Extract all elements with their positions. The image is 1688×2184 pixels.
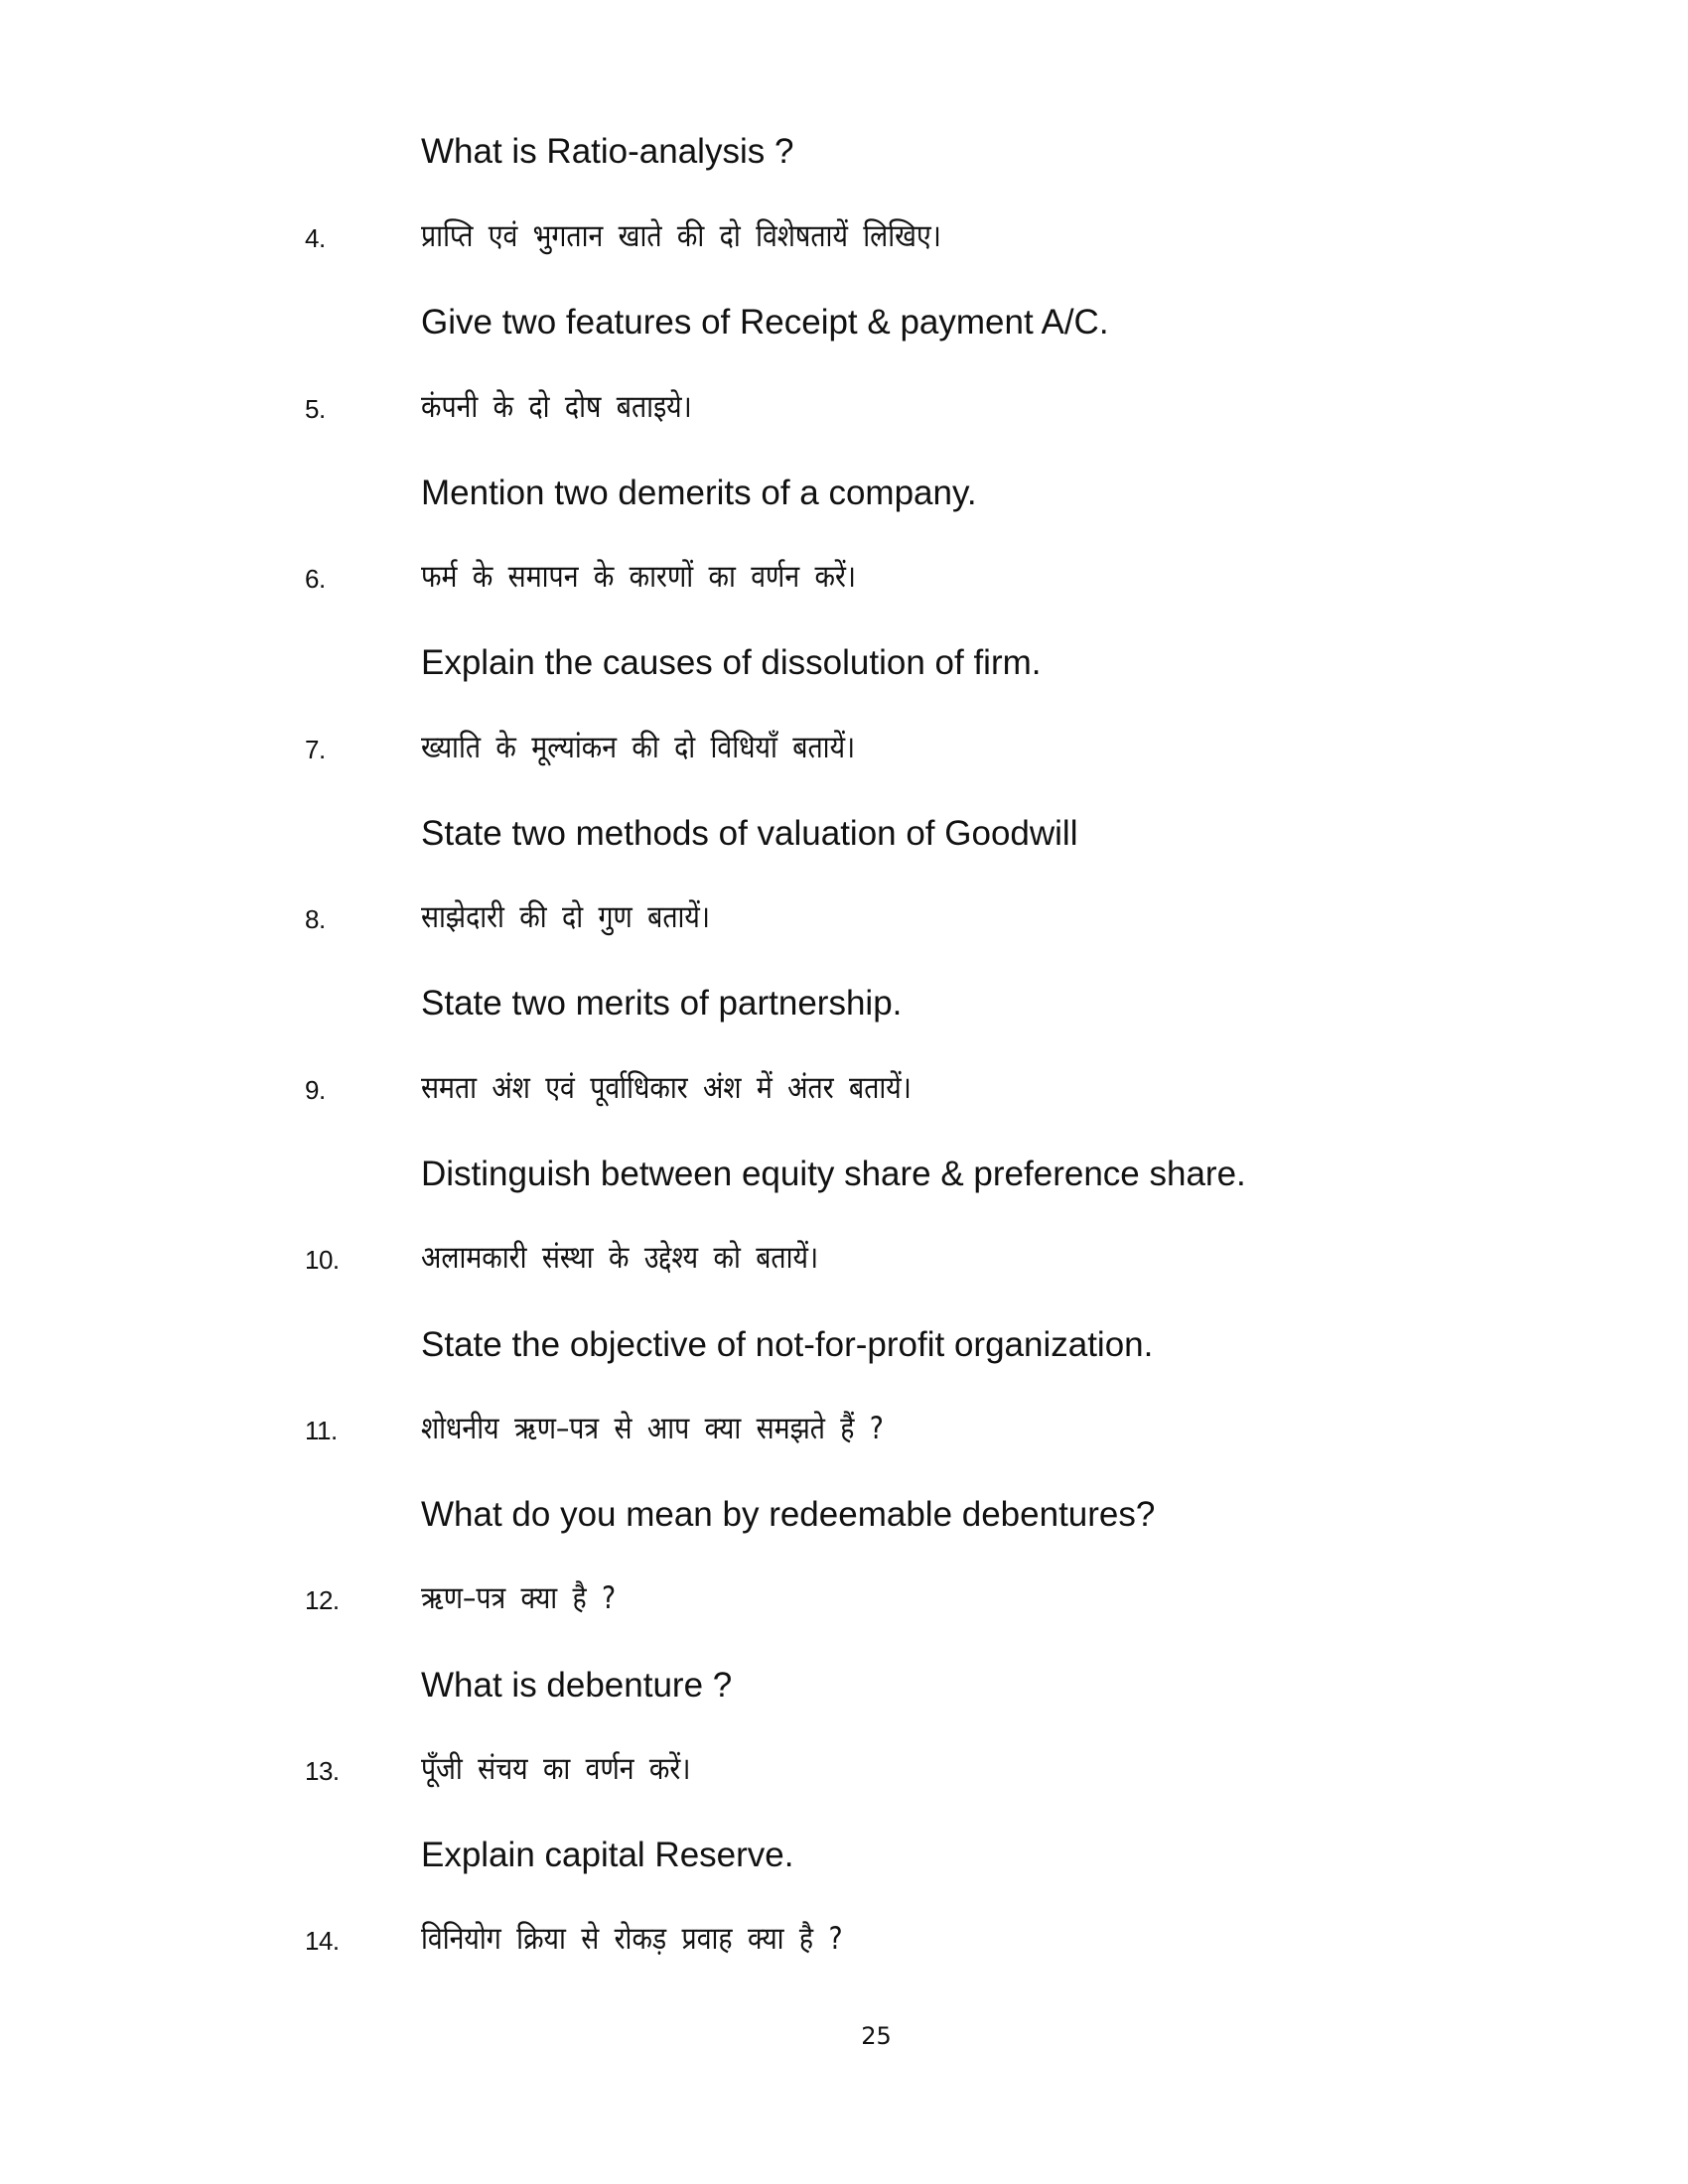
question-english-text: Mention two demerits of a company. [421, 474, 977, 512]
question-english-text: State two merits of partnership. [421, 984, 903, 1023]
question-english-text: State two methods of valuation of Goodwill [421, 814, 1078, 853]
question-english-line [0, 1490, 1688, 1540]
question-hindi-text: विनियोग क्रिया से रोकड़ प्रवाह क्या है ? [421, 1921, 843, 1957]
english-line [0, 127, 1688, 177]
question-english-line [0, 1320, 1688, 1370]
question-hindi-line [0, 552, 1688, 602]
question-english-line [0, 1831, 1688, 1880]
question-number: 14. [305, 1926, 340, 1956]
question-english-line [0, 469, 1688, 518]
question-number: 11. [305, 1416, 338, 1445]
question-number: 12. [305, 1585, 340, 1615]
question-english-line [0, 1661, 1688, 1710]
question-hindi-text: ख्याति के मूल्यांकन की दो विधियाँ बतायें। [421, 730, 856, 765]
question-hindi-line [0, 1404, 1688, 1453]
question-english-line [0, 638, 1688, 688]
question-number: 13. [305, 1756, 340, 1786]
question-number: 5. [305, 394, 326, 424]
question-english-line [0, 298, 1688, 347]
question-english-text: State the objective of not-for-profit organization. [421, 1325, 1154, 1364]
question-hindi-line [0, 892, 1688, 942]
question-number: 4. [305, 223, 326, 253]
question-number: 8. [305, 904, 326, 934]
question-english-text: What do you mean by redeemable debentures? [421, 1495, 1156, 1534]
question-hindi-line [0, 1573, 1688, 1623]
question-hindi-text: पूँजी संचय का वर्णन करें। [421, 1751, 691, 1787]
question-hindi-line [0, 382, 1688, 432]
question-hindi-text: अलामकारी संस्था के उद्देश्य को बतायें। [421, 1240, 819, 1276]
question-hindi-line [0, 723, 1688, 772]
question-hindi-text: ऋण–पत्र क्या है ? [421, 1580, 617, 1616]
question-hindi-line [0, 1063, 1688, 1113]
question-english-text: Explain the causes of dissolution of firm. [421, 643, 1042, 682]
page-number: 25 [861, 2022, 892, 2050]
question-english-text: Distinguish between equity share & preference share. [421, 1155, 1246, 1193]
question-hindi-line [0, 1744, 1688, 1794]
question-number: 10. [305, 1245, 340, 1275]
question-hindi-text: साझेदारी की दो गुण बतायें। [421, 899, 710, 935]
question-hindi-text: प्राप्ति एवं भुगतान खाते की दो विशेषतायें लिखिए। [421, 218, 941, 254]
question-hindi-text: समता अंश एवं पूर्वाधिकार अंश में अंतर बतायें। [421, 1070, 912, 1106]
question-hindi-text: फर्म के समापन के कारणों का वर्णन करें। [421, 559, 856, 595]
question-number: 7. [305, 735, 326, 764]
question-hindi-line [0, 211, 1688, 261]
question-hindi-line [0, 1233, 1688, 1283]
question-3-english: What is Ratio-analysis ? [421, 132, 794, 171]
question-english-text: Give two features of Receipt & payment A/C. [421, 303, 1109, 341]
question-hindi-line [0, 1914, 1688, 1964]
question-number: 9. [305, 1075, 326, 1105]
question-hindi-text: कंपनी के दो दोष बताइये। [421, 389, 692, 425]
question-number: 6. [305, 564, 326, 594]
question-english-line [0, 1150, 1688, 1199]
question-english-line [0, 809, 1688, 859]
question-english-line [0, 979, 1688, 1028]
question-hindi-text: शोधनीय ऋण–पत्र से आप क्या समझते हैं ? [421, 1411, 884, 1446]
question-english-text: Explain capital Reserve. [421, 1836, 794, 1874]
question-english-text: What is debenture ? [421, 1666, 733, 1705]
